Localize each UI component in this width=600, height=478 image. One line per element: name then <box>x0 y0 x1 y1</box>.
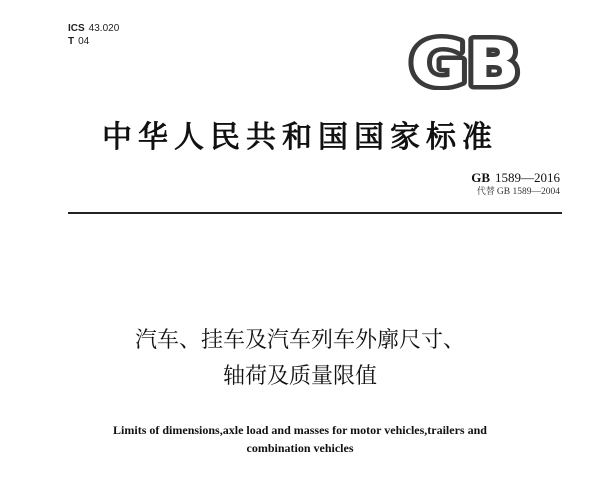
national-standard-title: 中华人民共和国国家标准 <box>102 120 498 155</box>
ics-code <box>68 22 119 35</box>
standard-prefix: GB <box>471 170 490 185</box>
chinese-title-line-2: 轴荷及质量限值 <box>222 364 377 389</box>
ics-value: 43.020 <box>88 23 120 34</box>
chinese-title-line-1: 汽车、挂车及汽车列车外廓尺寸、 <box>134 328 465 353</box>
standard-number-block <box>471 171 560 199</box>
classification-codes <box>68 22 119 48</box>
gb-logo-mark: GB <box>410 34 520 90</box>
gb-logo <box>408 34 522 90</box>
t-code <box>68 35 119 48</box>
ics-label: ICS <box>68 23 85 34</box>
standard-number <box>471 171 560 185</box>
replaces-note <box>471 185 560 199</box>
english-title-line-2: combination vehicles <box>246 441 354 455</box>
english-title-line-1: Limits of dimensions,axle load and masses for motor vehicles,trailers and <box>113 423 487 437</box>
chinese-title <box>0 323 600 395</box>
replaces-label: 代替 <box>476 187 495 197</box>
header-divider <box>68 212 562 214</box>
t-label: T <box>68 36 75 47</box>
replaces-value: GB 1589—2004 <box>496 187 560 197</box>
standard-code: 1589—2016 <box>495 170 560 185</box>
t-value: 04 <box>78 36 90 47</box>
english-title <box>0 421 600 457</box>
